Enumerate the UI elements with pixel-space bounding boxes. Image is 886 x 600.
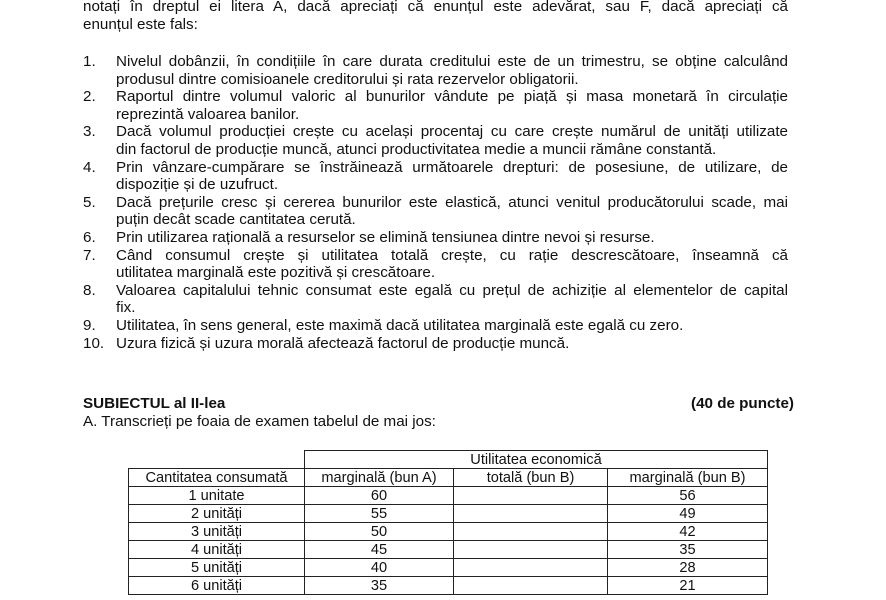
table-cell: 45 xyxy=(305,541,454,559)
table-row xyxy=(129,541,768,559)
statement-number: 10. xyxy=(83,334,105,352)
utility-table xyxy=(128,450,768,595)
table-cell: 5 unități xyxy=(129,559,305,577)
section-title: SUBIECTUL al II-lea xyxy=(83,395,226,412)
section-heading xyxy=(83,395,794,413)
statement-item xyxy=(83,53,788,88)
table-row xyxy=(129,523,768,541)
statement-text: utilitatea marginală este pozitivă și crescătoare. xyxy=(116,264,436,282)
section-points: (40 de puncte) xyxy=(691,395,794,412)
table-header-row xyxy=(129,469,768,487)
table-header-cell: totală (bun B) xyxy=(454,469,608,487)
table-cell: 35 xyxy=(608,541,768,559)
statement-text: reprezintă valoarea banilor. xyxy=(116,105,300,123)
statement-text: Valoarea capitalului tehnic consumat este egală cu prețul de achiziție al elementelor de capital xyxy=(116,281,788,299)
table-cell: 55 xyxy=(305,505,454,523)
table-cell: 49 xyxy=(608,505,768,523)
statement-number: 8. xyxy=(83,281,96,299)
statement-text: Prin utilizarea rațională a resurselor se elimină tensiunea dintre nevoi și resurse. xyxy=(116,228,655,246)
statement-item xyxy=(83,194,788,229)
table-header-cell: marginală (bun A) xyxy=(305,469,454,487)
instruction-line: notați în dreptul ei litera A, dacă apreciați că enunțul este adevărat, sau F, dacă apreciați că xyxy=(83,0,788,15)
statement-item xyxy=(83,282,788,317)
table-header-cell: marginală (bun B) xyxy=(608,469,768,487)
table-cell xyxy=(454,541,608,559)
statement-item xyxy=(83,88,788,123)
table-cell: 3 unități xyxy=(129,523,305,541)
statement-item xyxy=(83,159,788,194)
statement-item xyxy=(83,123,788,158)
table-cell: 1 unitate xyxy=(129,487,305,505)
table-cell: 6 unități xyxy=(129,577,305,595)
table-cell: 60 xyxy=(305,487,454,505)
table-cell: 50 xyxy=(305,523,454,541)
statement-text: puțin decât scade cantitatea cerută. xyxy=(116,211,356,229)
statement-text: Raportul dintre volumul valoric al bunurilor vândute pe piață și masa monetară în circulație xyxy=(116,88,788,106)
statement-text: Dacă prețurile cresc și cererea bunurilor este elastică, atunci venitul producătorului scade, mai xyxy=(116,193,788,211)
table-cell: 40 xyxy=(305,559,454,577)
statement-number: 6. xyxy=(83,228,96,246)
instruction-line: enunțul este fals: xyxy=(83,15,198,33)
statement-text: Utilitatea, în sens general, este maximă dacă utilitatea marginală este egală cu zero. xyxy=(116,316,684,334)
statement-item xyxy=(83,247,788,282)
section-instruction: A. Transcrieți pe foaia de examen tabelul de mai jos: xyxy=(83,413,436,430)
statement-number: 1. xyxy=(83,53,96,70)
statement-text: Nivelul dobânzii, în condițiile în care durata creditului este de un trimestru, se obține calculând xyxy=(116,53,788,70)
statement-text: Dacă volumul producției crește cu același procentaj cu care crește numărul de unități utilizate xyxy=(116,123,788,141)
table-corner-cell xyxy=(129,451,305,469)
table-row xyxy=(129,487,768,505)
statement-item xyxy=(83,317,788,335)
table-cell xyxy=(454,505,608,523)
table-cell: 42 xyxy=(608,523,768,541)
statement-text: Când consumul crește și utilitatea totală crește, cu rație descrescătoare, înseamnă că xyxy=(116,246,788,264)
statement-text: dispoziție și de uzufruct. xyxy=(116,176,279,194)
statement-text: fix. xyxy=(116,299,136,317)
statement-number: 3. xyxy=(83,123,96,141)
table-cell: 35 xyxy=(305,577,454,595)
table-header-cell: Cantitatea consumată xyxy=(129,469,305,487)
table-group-header-row xyxy=(129,451,768,469)
statement-text: produsul dintre comisioanele creditorului și rata rezervelor obligatorii. xyxy=(116,70,579,88)
table-cell xyxy=(454,523,608,541)
table-cell: 21 xyxy=(608,577,768,595)
statement-number: 4. xyxy=(83,158,96,176)
table-row xyxy=(129,577,768,595)
statement-number: 5. xyxy=(83,193,96,211)
table-cell: 2 unități xyxy=(129,505,305,523)
table-cell: 56 xyxy=(608,487,768,505)
table-cell: 28 xyxy=(608,559,768,577)
statement-text: din factorul de producție muncă, atunci productivitatea medie a muncii rămâne constantă. xyxy=(116,140,717,158)
statement-text: Prin vânzare-cumpărare se înstrăinează următoarele drepturi: de posesiune, de utilizare, de xyxy=(116,158,788,176)
table-cell xyxy=(454,487,608,505)
table-cell: 4 unități xyxy=(129,541,305,559)
statement-list xyxy=(83,53,788,352)
table-group-header: Utilitatea economică xyxy=(305,451,768,469)
statement-number: 2. xyxy=(83,88,96,106)
table-row xyxy=(129,505,768,523)
table-row xyxy=(129,559,768,577)
statement-item xyxy=(83,335,788,353)
statement-number: 7. xyxy=(83,246,96,264)
table-cell xyxy=(454,559,608,577)
table-cell xyxy=(454,577,608,595)
statement-text: Uzura fizică și uzura morală afectează factorul de producție muncă. xyxy=(116,334,570,352)
instruction-paragraph xyxy=(83,0,788,33)
statement-item xyxy=(83,229,788,247)
statement-number: 9. xyxy=(83,316,96,334)
